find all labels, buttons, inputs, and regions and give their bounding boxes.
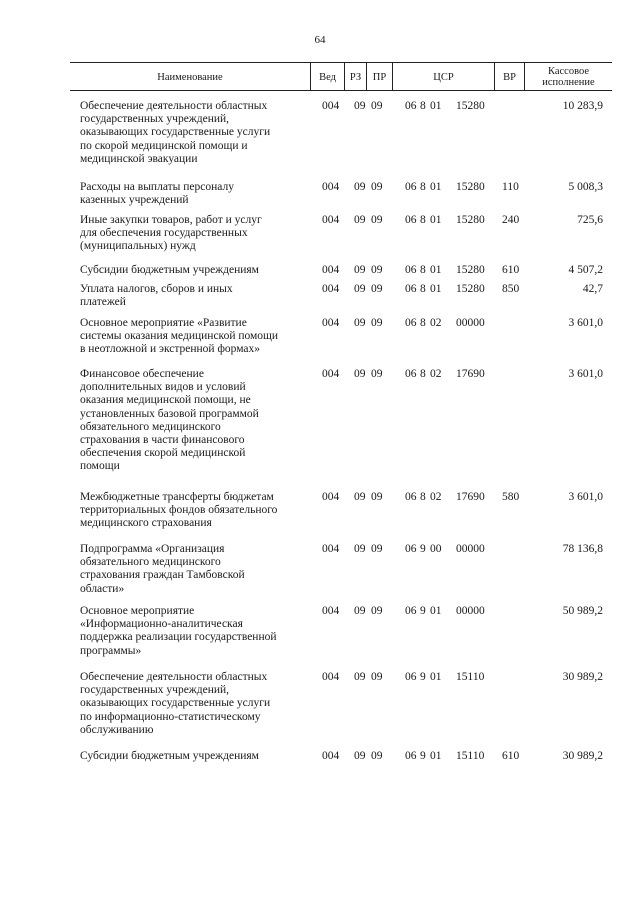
row-amount: 78 136,8 — [562, 543, 603, 555]
row-vr: 580 — [502, 491, 520, 503]
row-csr-direction: 15280 — [456, 283, 485, 295]
row-pr: 09 — [371, 181, 383, 193]
header-amount-line2: исполнение — [542, 77, 595, 88]
row-name: Основное мероприятие «Развитие системы оказания медицинской помощи в неотложной и экстренной формах» — [80, 317, 279, 356]
row-csr-event: 01 — [430, 181, 442, 193]
row-pr: 09 — [371, 100, 383, 112]
row-amount: 725,6 — [577, 214, 603, 226]
row-ved: 004 — [322, 181, 340, 193]
row-csr-direction: 15280 — [456, 214, 485, 226]
row-csr-event: 02 — [430, 368, 442, 380]
row-pr: 09 — [371, 605, 383, 617]
row-ved: 004 — [322, 671, 340, 683]
row-csr-program: 06 — [405, 181, 417, 193]
row-ved: 004 — [322, 283, 340, 295]
row-name: Субсидии бюджетным учреждениям — [80, 750, 259, 762]
row-name: Расходы на выплаты персоналу казенных учреждений — [80, 181, 234, 207]
row-csr-subprogram: 9 — [420, 750, 426, 762]
row-rz: 09 — [354, 283, 366, 295]
row-csr-subprogram: 8 — [420, 283, 426, 295]
row-pr: 09 — [371, 491, 383, 503]
row-rz: 09 — [354, 491, 366, 503]
row-csr-program: 06 — [405, 750, 417, 762]
row-ved: 004 — [322, 491, 340, 503]
row-pr: 09 — [371, 671, 383, 683]
row-rz: 09 — [354, 750, 366, 762]
row-amount: 3 601,0 — [568, 317, 603, 329]
row-pr: 09 — [371, 317, 383, 329]
row-csr-event: 00 — [430, 543, 442, 555]
row-name: Обеспечение деятельности областных государственных учреждений, оказывающих государственные услуги по информационно-статистическому обслуживанию — [80, 671, 271, 736]
header-name: Наименование — [157, 71, 223, 83]
row-csr-program: 06 — [405, 317, 417, 329]
row-vr: 240 — [502, 214, 520, 226]
row-name: Обеспечение деятельности областных государственных учреждений, оказывающих государственные услуги по скорой медицинской помощи и медицинской эвакуации — [80, 100, 271, 165]
row-csr-direction: 15280 — [456, 264, 485, 276]
row-ved: 004 — [322, 750, 340, 762]
row-pr: 09 — [371, 264, 383, 276]
header-ved: Вед — [310, 63, 344, 91]
row-amount: 10 283,9 — [562, 100, 603, 112]
row-name: Межбюджетные трансферты бюджетам территориальных фондов обязательного медицинского страхования — [80, 491, 278, 530]
row-csr-event: 02 — [430, 317, 442, 329]
row-vr: 110 — [502, 181, 519, 193]
row-rz: 09 — [354, 368, 366, 380]
row-csr-program: 06 — [405, 491, 417, 503]
row-csr-event: 01 — [430, 214, 442, 226]
row-csr-subprogram: 9 — [420, 671, 426, 683]
row-csr-direction: 15280 — [456, 100, 485, 112]
row-csr-subprogram: 8 — [420, 368, 426, 380]
row-name: Уплата налогов, сборов и иных платежей — [80, 283, 233, 309]
row-csr-program: 06 — [405, 214, 417, 226]
row-amount: 50 989,2 — [562, 605, 603, 617]
row-amount: 4 507,2 — [568, 264, 603, 276]
row-csr-program: 06 — [405, 671, 417, 683]
row-pr: 09 — [371, 543, 383, 555]
row-csr-direction: 15110 — [456, 750, 485, 762]
row-csr-event: 01 — [430, 671, 442, 683]
row-csr-event: 01 — [430, 750, 442, 762]
row-csr-subprogram: 8 — [420, 491, 426, 503]
row-ved: 004 — [322, 317, 340, 329]
header-vr: ВР — [494, 63, 524, 91]
row-amount: 30 989,2 — [562, 671, 603, 683]
row-ved: 004 — [322, 214, 340, 226]
row-name: Иные закупки товаров, работ и услуг для обеспечения государственных (муниципальных) нужд — [80, 214, 262, 253]
row-rz: 09 — [354, 100, 366, 112]
row-ved: 004 — [322, 543, 340, 555]
row-pr: 09 — [371, 214, 383, 226]
row-name: Основное мероприятие «Информационно-аналитическая поддержка реализации государственной программы» — [80, 605, 277, 657]
row-rz: 09 — [354, 264, 366, 276]
row-csr-program: 06 — [405, 605, 417, 617]
row-csr-subprogram: 8 — [420, 100, 426, 112]
row-ved: 004 — [322, 605, 340, 617]
row-rz: 09 — [354, 671, 366, 683]
row-csr-direction: 17690 — [456, 368, 485, 380]
row-vr: 610 — [502, 750, 520, 762]
row-amount: 3 601,0 — [568, 491, 603, 503]
row-csr-subprogram: 9 — [420, 543, 426, 555]
row-csr-subprogram: 9 — [420, 605, 426, 617]
row-name: Субсидии бюджетным учреждениям — [80, 264, 259, 276]
row-csr-program: 06 — [405, 264, 417, 276]
row-rz: 09 — [354, 543, 366, 555]
row-csr-program: 06 — [405, 543, 417, 555]
row-csr-subprogram: 8 — [420, 317, 426, 329]
row-csr-direction: 00000 — [456, 543, 485, 555]
row-amount: 30 989,2 — [562, 750, 603, 762]
row-ved: 004 — [322, 368, 340, 380]
row-pr: 09 — [371, 368, 383, 380]
row-csr-event: 01 — [430, 605, 442, 617]
row-vr: 850 — [502, 283, 520, 295]
row-csr-program: 06 — [405, 283, 417, 295]
row-csr-direction: 15280 — [456, 181, 485, 193]
header-amount-line1: Кассовое — [547, 66, 590, 77]
row-amount: 3 601,0 — [568, 368, 603, 380]
row-ved: 004 — [322, 100, 340, 112]
row-csr-direction: 00000 — [456, 317, 485, 329]
row-csr-subprogram: 8 — [420, 214, 426, 226]
header-rz: РЗ — [344, 63, 366, 91]
header-pr: ПР — [366, 63, 392, 91]
row-rz: 09 — [354, 181, 366, 193]
row-vr: 610 — [502, 264, 520, 276]
row-ved: 004 — [322, 264, 340, 276]
row-csr-subprogram: 8 — [420, 181, 426, 193]
row-csr-direction: 17690 — [456, 491, 485, 503]
row-rz: 09 — [354, 317, 366, 329]
row-amount: 42,7 — [582, 283, 603, 295]
row-csr-program: 06 — [405, 368, 417, 380]
page-number: 64 — [314, 34, 326, 46]
row-rz: 09 — [354, 214, 366, 226]
row-csr-event: 01 — [430, 100, 442, 112]
row-name: Подпрограмма «Организация обязательного медицинского страхования граждан Тамбовской области» — [80, 543, 245, 595]
row-csr-program: 06 — [405, 100, 417, 112]
row-pr: 09 — [371, 283, 383, 295]
header-csr: ЦСР — [392, 63, 494, 91]
row-amount: 5 008,3 — [568, 181, 603, 193]
row-csr-event: 01 — [430, 264, 442, 276]
row-pr: 09 — [371, 750, 383, 762]
row-csr-event: 01 — [430, 283, 442, 295]
row-csr-event: 02 — [430, 491, 442, 503]
row-name: Финансовое обеспечение дополнительных видов и условий оказания медицинской помощи, не установленных базовой программой обязательного медицинского страхования в части финансового обеспечения скорой медицинской помощи — [80, 368, 259, 473]
row-csr-direction: 15110 — [456, 671, 485, 683]
row-csr-direction: 00000 — [456, 605, 485, 617]
row-rz: 09 — [354, 605, 366, 617]
row-csr-subprogram: 8 — [420, 264, 426, 276]
